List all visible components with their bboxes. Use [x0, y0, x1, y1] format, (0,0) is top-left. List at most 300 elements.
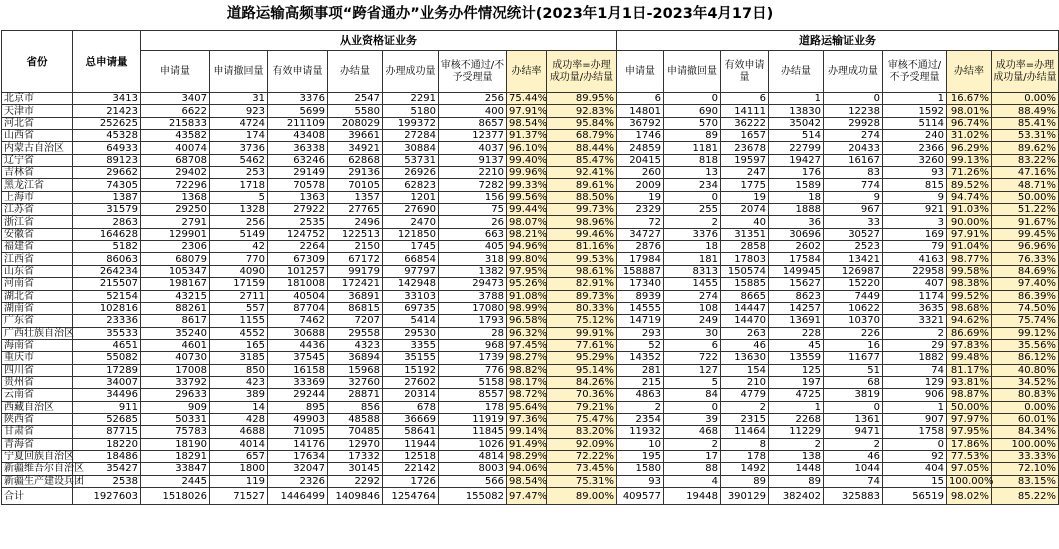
- data-cell: 3321: [883, 315, 947, 327]
- data-cell: 281: [617, 364, 664, 376]
- data-cell: 77.53%: [947, 450, 992, 462]
- data-cell: 1174: [883, 290, 947, 302]
- data-cell: 1: [769, 93, 824, 105]
- data-cell: 35427: [73, 463, 141, 475]
- data-cell: 24859: [617, 142, 664, 154]
- data-cell: 0: [824, 93, 883, 105]
- data-cell: 70.36%: [547, 389, 617, 401]
- data-cell: 98.61%: [547, 265, 617, 277]
- table-row: [2, 241, 1059, 253]
- data-cell: 4779: [721, 389, 769, 401]
- data-cell: 63246: [268, 154, 328, 166]
- province-cell: 内蒙古自治区: [2, 142, 73, 154]
- data-cell: 210: [721, 376, 769, 388]
- data-cell: 32760: [328, 376, 383, 388]
- data-cell: 56519: [883, 488, 947, 505]
- data-cell: 15627: [769, 278, 824, 290]
- data-cell: 3788: [439, 290, 507, 302]
- data-cell: 4: [664, 475, 721, 487]
- data-cell: 17289: [73, 364, 141, 376]
- data-cell: 8665: [721, 290, 769, 302]
- data-cell: 83.15%: [992, 475, 1059, 487]
- data-cell: 49903: [268, 413, 328, 425]
- data-cell: 2: [769, 438, 824, 450]
- data-cell: 1357: [328, 191, 383, 203]
- data-cell: 2: [824, 438, 883, 450]
- data-cell: 8557: [439, 389, 507, 401]
- data-cell: 97.91%: [947, 228, 992, 240]
- column-header-1-8: 成功率=办理成功量/办结量: [547, 51, 617, 93]
- data-cell: 1387: [73, 191, 141, 203]
- data-cell: 75.31%: [547, 475, 617, 487]
- data-cell: 125: [769, 364, 824, 376]
- data-cell: 1363: [268, 191, 328, 203]
- data-cell: 90.00%: [947, 216, 992, 228]
- data-cell: 14352: [617, 352, 664, 364]
- data-cell: 17584: [769, 253, 824, 265]
- data-cell: 0: [824, 401, 883, 413]
- data-cell: 70105: [328, 179, 383, 191]
- data-cell: 20314: [383, 389, 439, 401]
- data-cell: 13421: [824, 253, 883, 265]
- data-cell: 29662: [73, 167, 141, 179]
- data-cell: 98.54%: [507, 475, 547, 487]
- province-cell: 山东省: [2, 265, 73, 277]
- data-cell: 2496: [328, 216, 383, 228]
- data-cell: 81.17%: [947, 364, 992, 376]
- data-cell: 172421: [328, 278, 383, 290]
- data-cell: 68.79%: [547, 130, 617, 142]
- data-cell: 3185: [210, 352, 268, 364]
- data-cell: 255: [664, 204, 721, 216]
- data-cell: 97.97%: [947, 413, 992, 425]
- data-cell: 1446499: [268, 488, 328, 505]
- data-cell: 2538: [73, 475, 141, 487]
- data-cell: 4814: [439, 450, 507, 462]
- data-cell: 5: [210, 191, 268, 203]
- data-cell: 85.41%: [992, 117, 1059, 129]
- data-cell: 389: [210, 389, 268, 401]
- data-cell: 174: [210, 130, 268, 142]
- data-cell: 1201: [383, 191, 439, 203]
- data-cell: 50331: [141, 413, 210, 425]
- data-cell: 23336: [73, 315, 141, 327]
- table-row: [2, 401, 1059, 413]
- data-cell: 1361: [824, 413, 883, 425]
- data-cell: 89: [769, 475, 824, 487]
- data-cell: 94.96%: [507, 241, 547, 253]
- data-cell: 48.71%: [992, 179, 1059, 191]
- data-cell: 2445: [141, 475, 210, 487]
- data-cell: 690: [664, 105, 721, 117]
- column-header-1-5: 办理成功量: [383, 51, 439, 93]
- data-cell: 36338: [268, 142, 328, 154]
- data-cell: 256: [439, 93, 507, 105]
- data-cell: 409577: [617, 488, 664, 505]
- data-cell: 34496: [73, 389, 141, 401]
- data-cell: 256: [210, 216, 268, 228]
- table-row: [2, 376, 1059, 388]
- data-cell: 96.96%: [992, 241, 1059, 253]
- data-cell: 31.02%: [947, 130, 992, 142]
- data-cell: 906: [883, 389, 947, 401]
- data-cell: 98.38%: [947, 278, 992, 290]
- data-cell: 3635: [883, 302, 947, 314]
- data-cell: 260: [617, 167, 664, 179]
- data-cell: 2292: [328, 475, 383, 487]
- data-cell: 72: [617, 216, 664, 228]
- data-cell: 129: [883, 376, 947, 388]
- data-cell: 46: [824, 450, 883, 462]
- data-cell: 4724: [210, 117, 268, 129]
- data-cell: 124752: [268, 228, 328, 240]
- data-cell: 1592: [883, 105, 947, 117]
- data-cell: 50.00%: [947, 401, 992, 413]
- data-cell: 9471: [824, 426, 883, 438]
- table-row: [2, 364, 1059, 376]
- data-cell: 16: [824, 339, 883, 351]
- table-row: [2, 450, 1059, 462]
- table-row: [2, 265, 1059, 277]
- data-cell: 7282: [439, 179, 507, 191]
- data-cell: 11845: [439, 426, 507, 438]
- data-cell: 178: [721, 450, 769, 462]
- data-cell: 18: [769, 191, 824, 203]
- data-cell: 138: [769, 450, 824, 462]
- data-cell: 92: [883, 450, 947, 462]
- data-cell: 98.21%: [507, 228, 547, 240]
- data-cell: 76.33%: [992, 253, 1059, 265]
- province-cell: 福建省: [2, 241, 73, 253]
- data-cell: 2470: [383, 216, 439, 228]
- data-cell: 405: [439, 241, 507, 253]
- data-cell: 8: [721, 438, 769, 450]
- data-cell: 0: [664, 401, 721, 413]
- data-cell: 37545: [268, 352, 328, 364]
- data-cell: 7207: [328, 315, 383, 327]
- data-cell: 325883: [824, 488, 883, 505]
- data-cell: 35155: [383, 352, 439, 364]
- data-cell: 82.91%: [547, 278, 617, 290]
- data-cell: 13691: [769, 315, 824, 327]
- data-cell: 17159: [210, 278, 268, 290]
- data-cell: 11932: [617, 426, 664, 438]
- data-cell: 35042: [769, 117, 824, 129]
- data-cell: 2306: [141, 241, 210, 253]
- data-cell: 29149: [268, 167, 328, 179]
- data-cell: 2602: [769, 241, 824, 253]
- table-row: [2, 463, 1059, 475]
- data-cell: 247: [721, 167, 769, 179]
- data-cell: 27765: [328, 204, 383, 216]
- data-cell: 1657: [721, 130, 769, 142]
- data-cell: 97.95%: [947, 426, 992, 438]
- data-cell: 15192: [383, 364, 439, 376]
- data-cell: 45: [769, 339, 824, 351]
- data-cell: 108: [664, 302, 721, 314]
- data-cell: 165: [210, 339, 268, 351]
- data-cell: 2354: [617, 413, 664, 425]
- data-cell: 60.01%: [992, 413, 1059, 425]
- data-cell: 33: [824, 216, 883, 228]
- data-cell: 101257: [268, 265, 328, 277]
- data-cell: 156: [439, 191, 507, 203]
- data-cell: 36792: [617, 117, 664, 129]
- data-cell: 99.45%: [992, 228, 1059, 240]
- data-cell: 29250: [141, 204, 210, 216]
- data-cell: 98.72%: [507, 389, 547, 401]
- data-cell: 18220: [73, 438, 141, 450]
- data-cell: 20433: [824, 142, 883, 154]
- data-cell: 2009: [617, 179, 664, 191]
- province-cell: 河北省: [2, 117, 73, 129]
- data-cell: 89.52%: [947, 179, 992, 191]
- province-cell: 天津市: [2, 105, 73, 117]
- data-cell: 181: [664, 253, 721, 265]
- data-cell: 8003: [439, 463, 507, 475]
- table-row: [2, 93, 1059, 105]
- table-row: [2, 253, 1059, 265]
- data-cell: 907: [883, 413, 947, 425]
- data-cell: 274: [664, 290, 721, 302]
- table-row: [2, 278, 1059, 290]
- data-cell: 30: [664, 327, 721, 339]
- data-cell: 94.74%: [947, 191, 992, 203]
- province-cell: 安徽省: [2, 228, 73, 240]
- data-cell: 31: [210, 93, 268, 105]
- data-cell: 678: [383, 401, 439, 413]
- table-row: [2, 105, 1059, 117]
- data-cell: 36222: [721, 117, 769, 129]
- data-cell: 29928: [824, 117, 883, 129]
- table-row: [2, 204, 1059, 216]
- data-cell: 36894: [328, 352, 383, 364]
- data-cell: 68: [824, 376, 883, 388]
- data-cell: 69735: [383, 302, 439, 314]
- data-cell: 13830: [769, 105, 824, 117]
- data-cell: 4688: [210, 426, 268, 438]
- data-cell: 48588: [328, 413, 383, 425]
- data-cell: 26: [439, 216, 507, 228]
- data-cell: 1589: [769, 179, 824, 191]
- data-cell: 19448: [664, 488, 721, 505]
- data-cell: 318: [439, 253, 507, 265]
- table-row: [2, 167, 1059, 179]
- data-cell: 5182: [73, 241, 141, 253]
- data-cell: 815: [883, 179, 947, 191]
- data-cell: 8623: [769, 290, 824, 302]
- data-cell: 92.41%: [547, 167, 617, 179]
- data-cell: 99.73%: [547, 204, 617, 216]
- data-cell: 1492: [721, 463, 769, 475]
- data-cell: 428: [210, 413, 268, 425]
- data-cell: 17803: [721, 253, 769, 265]
- data-cell: 85.47%: [547, 154, 617, 166]
- data-cell: 253: [210, 167, 268, 179]
- data-cell: 1409846: [328, 488, 383, 505]
- province-cell: 甘肃省: [2, 426, 73, 438]
- data-cell: 98.99%: [507, 302, 547, 314]
- data-cell: 921: [883, 204, 947, 216]
- data-cell: 127: [664, 364, 721, 376]
- data-cell: 1718: [210, 179, 268, 191]
- data-cell: 570: [664, 117, 721, 129]
- data-cell: 99.12%: [992, 327, 1059, 339]
- data-cell: 19: [617, 191, 664, 203]
- data-cell: 72296: [141, 179, 210, 191]
- data-cell: 97.05%: [947, 463, 992, 475]
- data-cell: 1448: [769, 463, 824, 475]
- data-cell: 97797: [383, 265, 439, 277]
- data-cell: 43582: [141, 130, 210, 142]
- table-row: [2, 216, 1059, 228]
- data-cell: 9: [883, 191, 947, 203]
- data-cell: 72.22%: [547, 450, 617, 462]
- data-cell: 22958: [883, 265, 947, 277]
- data-cell: 199372: [383, 117, 439, 129]
- data-cell: 226: [824, 327, 883, 339]
- data-cell: 3376: [268, 93, 328, 105]
- data-cell: 95.14%: [547, 364, 617, 376]
- data-cell: 75: [439, 204, 507, 216]
- data-cell: 1044: [824, 463, 883, 475]
- data-cell: 1793: [439, 315, 507, 327]
- data-cell: 126987: [824, 265, 883, 277]
- data-cell: 92.83%: [547, 105, 617, 117]
- data-cell: 105347: [141, 265, 210, 277]
- data-cell: 98.68%: [947, 302, 992, 314]
- data-cell: 1888: [769, 204, 824, 216]
- data-cell: 31579: [73, 204, 141, 216]
- data-cell: 3413: [73, 93, 141, 105]
- data-cell: 11229: [769, 426, 824, 438]
- data-cell: 2366: [883, 142, 947, 154]
- data-cell: 12518: [383, 450, 439, 462]
- province-cell: 贵州省: [2, 376, 73, 388]
- data-cell: 169: [883, 228, 947, 240]
- data-cell: 1: [769, 401, 824, 413]
- table-row: [2, 228, 1059, 240]
- data-cell: 11919: [439, 413, 507, 425]
- data-cell: 249: [664, 315, 721, 327]
- data-cell: 15968: [328, 364, 383, 376]
- province-cell: 新疆生产建设兵团: [2, 475, 73, 487]
- data-cell: 74: [883, 364, 947, 376]
- province-cell: 西藏自治区: [2, 401, 73, 413]
- data-cell: 84.34%: [992, 426, 1059, 438]
- table-row: [2, 302, 1059, 314]
- data-cell: 51: [824, 364, 883, 376]
- column-header-2-4: 办结量: [769, 51, 824, 93]
- data-cell: 30884: [383, 142, 439, 154]
- data-cell: 1382: [439, 265, 507, 277]
- data-cell: 4014: [210, 438, 268, 450]
- data-cell: 96.29%: [947, 142, 992, 154]
- data-cell: 181008: [268, 278, 328, 290]
- data-cell: 15: [883, 475, 947, 487]
- data-cell: 70578: [268, 179, 328, 191]
- page-title: 道路运输高频事项“跨省通办”业务办件情况统计(2023年1月1日-2023年4月17日): [226, 6, 774, 22]
- data-cell: 74.50%: [992, 302, 1059, 314]
- data-cell: 30527: [824, 228, 883, 240]
- data-cell: 818: [664, 154, 721, 166]
- data-cell: 3260: [883, 154, 947, 166]
- data-cell: 86.12%: [992, 352, 1059, 364]
- data-cell: 14555: [617, 302, 664, 314]
- data-cell: 1800: [210, 463, 268, 475]
- data-cell: 89.61%: [547, 179, 617, 191]
- data-cell: 14801: [617, 105, 664, 117]
- data-cell: 895: [268, 401, 328, 413]
- data-cell: 45328: [73, 130, 141, 142]
- data-cell: 2876: [617, 241, 664, 253]
- data-cell: 29402: [141, 167, 210, 179]
- province-cell: 合计: [2, 488, 73, 505]
- data-cell: 1181: [664, 142, 721, 154]
- data-cell: 96.32%: [507, 327, 547, 339]
- data-cell: 98.07%: [507, 216, 547, 228]
- data-cell: 16158: [268, 364, 328, 376]
- data-cell: 8617: [141, 315, 210, 327]
- data-cell: 34727: [617, 228, 664, 240]
- data-cell: 14111: [721, 105, 769, 117]
- data-cell: 1775: [721, 179, 769, 191]
- data-cell: 96.58%: [507, 315, 547, 327]
- data-cell: 774: [824, 179, 883, 191]
- data-cell: 98.01%: [947, 105, 992, 117]
- column-header-1-1: 申请量: [141, 51, 210, 93]
- data-cell: 86.39%: [992, 290, 1059, 302]
- data-cell: 195: [617, 450, 664, 462]
- province-cell: 重庆市: [2, 352, 73, 364]
- data-cell: 67309: [268, 253, 328, 265]
- data-cell: 86.69%: [947, 327, 992, 339]
- data-cell: 53731: [383, 154, 439, 166]
- data-cell: 71095: [268, 426, 328, 438]
- data-cell: 83.22%: [992, 154, 1059, 166]
- table-row: [2, 475, 1059, 487]
- data-cell: 18: [664, 241, 721, 253]
- table-row: [2, 315, 1059, 327]
- data-cell: 96.74%: [947, 117, 992, 129]
- data-cell: 17: [664, 450, 721, 462]
- data-cell: 34007: [73, 376, 141, 388]
- province-cell: 宁夏回族自治区: [2, 450, 73, 462]
- data-cell: 22799: [769, 142, 824, 154]
- data-cell: 5580: [328, 105, 383, 117]
- data-cell: 2: [721, 401, 769, 413]
- data-cell: 40730: [141, 352, 210, 364]
- data-cell: 83: [824, 167, 883, 179]
- data-cell: 8657: [439, 117, 507, 129]
- data-cell: 43408: [268, 130, 328, 142]
- data-cell: 79: [883, 241, 947, 253]
- province-cell: 四川省: [2, 364, 73, 376]
- data-cell: 3355: [383, 339, 439, 351]
- data-cell: 1739: [439, 352, 507, 364]
- data-cell: 97.47%: [507, 488, 547, 505]
- province-cell: 山西省: [2, 130, 73, 142]
- data-cell: 66854: [383, 253, 439, 265]
- data-cell: 87704: [268, 302, 328, 314]
- data-cell: 99.14%: [507, 426, 547, 438]
- data-cell: 27690: [383, 204, 439, 216]
- data-cell: 17340: [617, 278, 664, 290]
- data-cell: 6: [664, 339, 721, 351]
- data-cell: 97.95%: [507, 265, 547, 277]
- data-cell: 2535: [268, 216, 328, 228]
- data-cell: 40: [721, 216, 769, 228]
